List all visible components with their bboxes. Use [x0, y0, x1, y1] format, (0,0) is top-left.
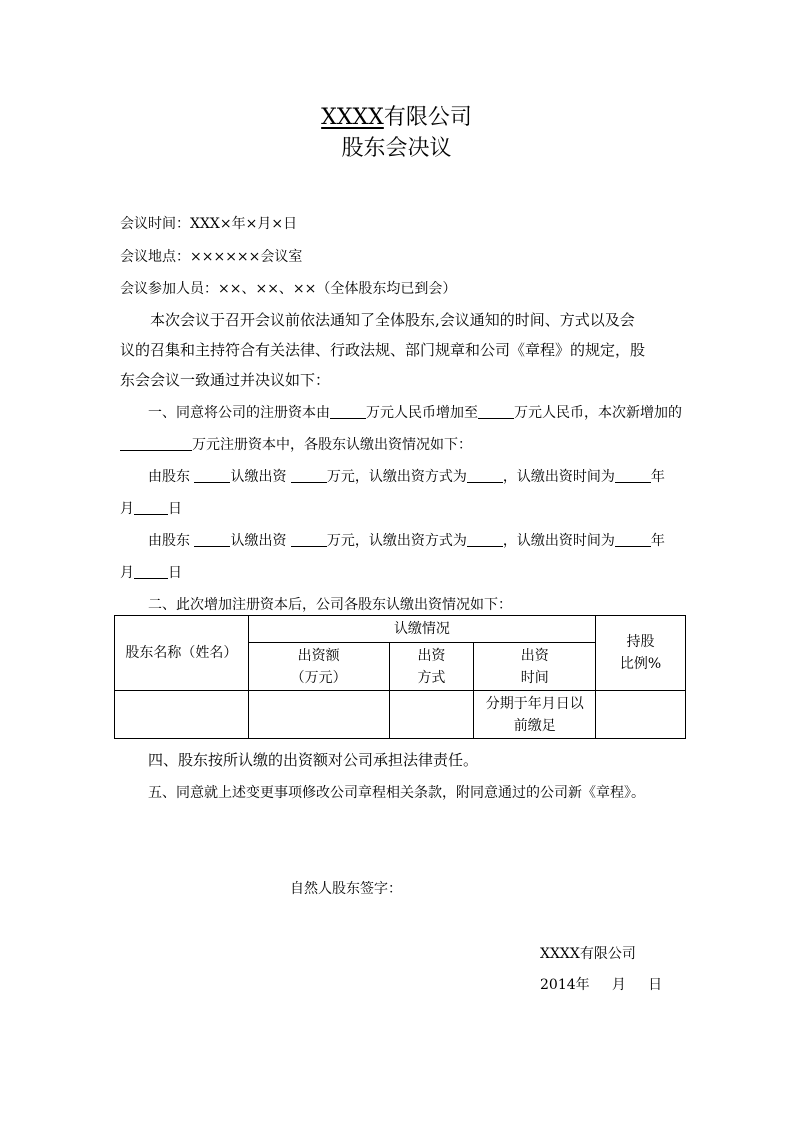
shareholder-1-line-1 [148, 466, 665, 486]
company-signature: XXXX有限公司 [540, 946, 636, 962]
item-1-text-d: 万元注册资本中，各股东认缴出资情况如下： [192, 437, 472, 453]
cell-ratio[interactable] [596, 691, 686, 739]
meeting-time: 会议时间：XXX×年×月×日 [120, 216, 298, 232]
document-title: 股东会决议 [341, 136, 452, 161]
item-1-text-b: 万元人民币增加至 [366, 405, 478, 421]
shareholder-2-line-2 [120, 562, 182, 582]
sh1-text-f: 月 [120, 501, 134, 517]
item-1-text-a: 一、同意将公司的注册资本由 [148, 405, 330, 421]
company-suffix: 有限公司 [383, 105, 472, 130]
sh1-text-g: 日 [168, 501, 182, 517]
intro-line-3: 东会会议一致通过并决议如下： [120, 371, 331, 389]
cell-time[interactable] [474, 691, 596, 739]
cell-time-line-1: 分期于年月日以 [485, 695, 584, 712]
header-ratio [596, 616, 686, 691]
blank-new-capital[interactable] [478, 404, 514, 419]
sh1-text-a: 由股东 [148, 469, 190, 485]
item-4: 四、股东按所认缴的出资额对公司承担法律责任。 [148, 751, 479, 769]
sh2-text-e: 年 [650, 533, 665, 549]
sh2-blank-month[interactable] [134, 564, 168, 579]
sh2-blank-name[interactable] [194, 532, 230, 547]
company-title [0, 100, 793, 131]
header-subscription: 认缴情况 [248, 616, 595, 643]
sh1-blank-method[interactable] [467, 468, 503, 483]
sh1-blank-year[interactable] [615, 468, 651, 483]
sh2-text-c: 万元，认缴出资方式为 [326, 533, 467, 549]
item-1-text-c: 万元人民币，本次新增加的 [514, 405, 682, 421]
item-5: 五、同意就上述变更事项修改公司章程相关条款，附同意通过的公司新《章程》。 [148, 785, 645, 801]
header-ratio-line-2: 比例% [619, 656, 662, 672]
header-amount [248, 643, 389, 691]
header-shareholder-name: 股东名称（姓名） [115, 616, 249, 691]
sh1-text-d: ，认缴出资时间为 [502, 469, 615, 485]
sh2-text-f: 月 [120, 565, 134, 581]
item-2: 二、此次增加注册资本后，公司各股东认缴出资情况如下： [148, 597, 512, 613]
natural-person-signature-label: 自然人股东签字： [290, 881, 402, 897]
header-time-line-1: 出资 [520, 647, 549, 664]
sh1-blank-amount[interactable] [291, 468, 327, 483]
company-name: XXXX [321, 105, 384, 130]
signature-date: 2014年 月 日 [540, 977, 663, 993]
blank-increase-amount[interactable] [120, 436, 192, 451]
table-row [115, 691, 686, 739]
shareholder-2-line-1 [148, 530, 665, 550]
header-method-line-2: 方式 [417, 669, 446, 686]
blank-original-capital[interactable] [330, 404, 366, 419]
sh1-blank-name[interactable] [194, 468, 230, 483]
intro-line-1: 本次会议于召开会议前依法通知了全体股东,会议通知的时间、方式以及会 [150, 311, 635, 329]
shareholder-1-line-2 [120, 498, 182, 518]
cell-shareholder-name[interactable] [115, 691, 249, 739]
sh2-text-a: 由股东 [148, 533, 190, 549]
cell-time-line-2: 前缴足 [513, 717, 556, 734]
sh2-text-d: ，认缴出资时间为 [502, 533, 615, 549]
capital-table [114, 615, 686, 739]
sh1-blank-month[interactable] [134, 500, 168, 515]
header-amount-line-2: （万元） [290, 669, 347, 686]
cell-method[interactable] [389, 691, 474, 739]
header-time [474, 643, 596, 691]
sh2-text-g: 日 [168, 565, 182, 581]
header-method [389, 643, 474, 691]
sh1-text-b: 认缴出资 [230, 469, 287, 485]
sh2-text-b: 认缴出资 [230, 533, 287, 549]
cell-amount[interactable] [248, 691, 389, 739]
header-ratio-line-1: 持股 [626, 634, 655, 650]
sh1-text-e: 年 [650, 469, 665, 485]
sh2-blank-method[interactable] [467, 532, 503, 547]
item-1-line-1 [148, 402, 682, 422]
intro-line-2: 议的召集和主持符合有关法律、行政法规、部门规章和公司《章程》的规定，股 [120, 341, 646, 359]
sh2-blank-amount[interactable] [291, 532, 327, 547]
sh1-text-c: 万元，认缴出资方式为 [326, 469, 467, 485]
sh2-blank-year[interactable] [615, 532, 651, 547]
meeting-attendees: 会议参加人员：××、××、××（全体股东均已到会） [120, 281, 457, 297]
header-method-line-1: 出资 [417, 647, 446, 664]
item-1-line-2 [120, 434, 472, 454]
meeting-place: 会议地点：××××××会议室 [120, 249, 303, 265]
header-time-line-2: 时间 [520, 669, 549, 686]
header-amount-line-1: 出资额 [297, 647, 340, 664]
